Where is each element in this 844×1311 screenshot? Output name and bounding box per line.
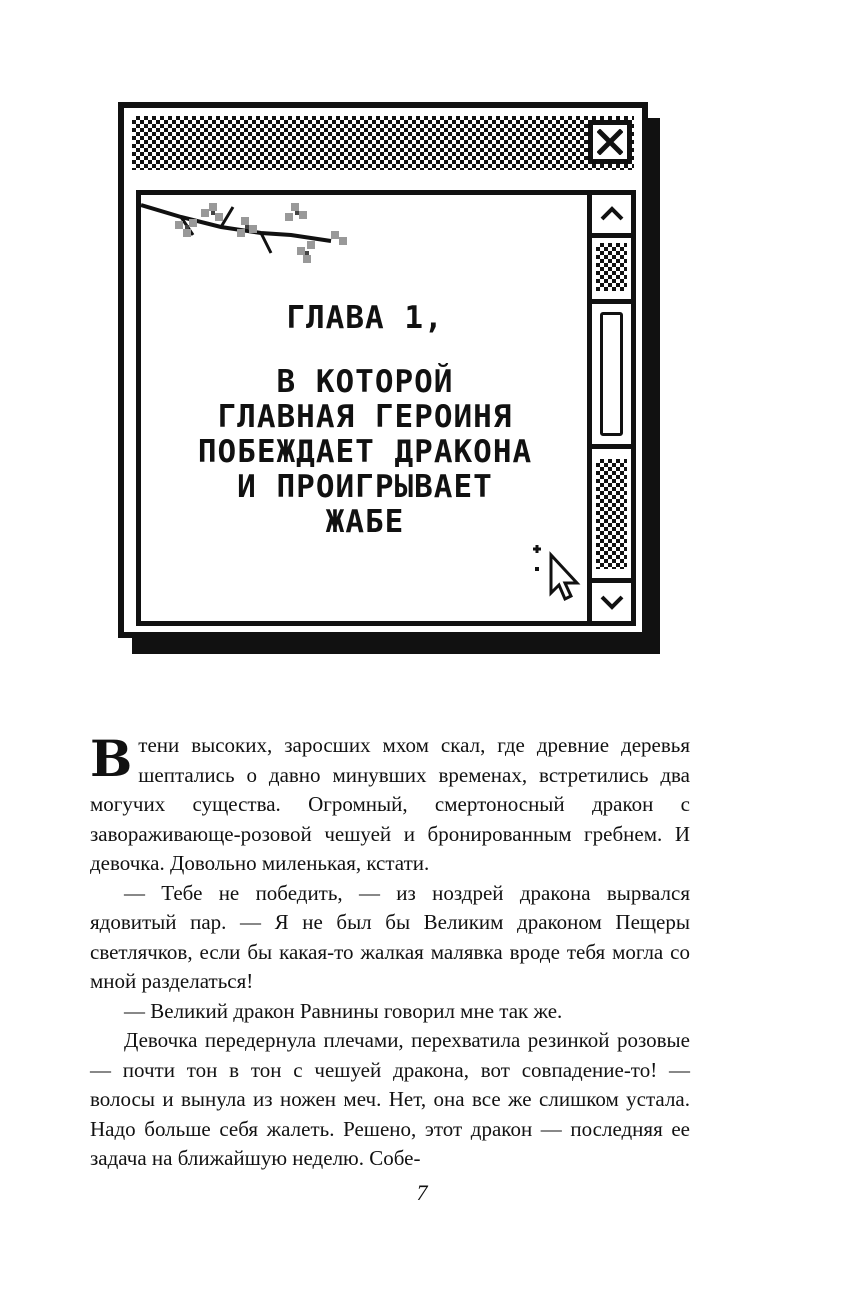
chapter-title-line: ПОБЕЖДАЕТ ДРАКОНА bbox=[197, 434, 533, 470]
chapter-card bbox=[141, 195, 589, 621]
close-button[interactable] bbox=[588, 120, 632, 164]
mouse-pointer-icon bbox=[525, 543, 583, 605]
chapter-title-line: ЖАБЕ bbox=[325, 504, 405, 540]
scrollbar[interactable] bbox=[587, 195, 631, 621]
page-number: 7 bbox=[416, 1180, 428, 1205]
scroll-down-button[interactable] bbox=[592, 578, 631, 621]
blossom-branch-icon bbox=[141, 195, 351, 275]
chevron-up-icon bbox=[600, 206, 624, 222]
close-x-icon bbox=[597, 129, 623, 155]
chapter-number: ГЛАВА 1, bbox=[286, 300, 444, 336]
title-bar[interactable] bbox=[132, 116, 634, 170]
chapter-title-line: И ПРОИГРЫВАЕТ bbox=[237, 469, 493, 505]
drop-cap: В bbox=[90, 729, 133, 788]
paragraph: Девочка передернула плечами, перехватила резинкой розовые — почти тон в тон с чешуей дракона, вот совпадение-то! — волосы и вынула из ножен меч. Нет, она все же слишком устала. Надо больше себя жалеть. Решено, этот дракон — последняя ее задача на ближайшую неделю. Собе- bbox=[90, 1028, 690, 1170]
content-pane bbox=[136, 190, 636, 626]
paragraph-text: тени высоких, заросших мхом скал, где древние деревья шептались о давно минувших временах, встретились два могучих существа. Огромный, смертоносный дракон с завораживающе-розовой чешуей и бронированным гребнем. И девочка. Довольно миленькая, кстати. bbox=[90, 733, 690, 875]
scroll-up-button[interactable] bbox=[592, 195, 631, 238]
scroll-thumb[interactable] bbox=[592, 299, 631, 449]
body-text bbox=[90, 731, 690, 1174]
pixel-window bbox=[118, 102, 648, 638]
scroll-track[interactable] bbox=[596, 459, 627, 569]
chapter-title-line: В КОТОРОЙ bbox=[276, 364, 454, 400]
chevron-down-icon bbox=[600, 594, 624, 610]
chapter-title-line: ГЛАВНАЯ ГЕРОИНЯ bbox=[217, 399, 513, 435]
paragraph bbox=[90, 731, 690, 879]
scroll-track[interactable] bbox=[596, 243, 627, 291]
chapter-title bbox=[141, 365, 589, 540]
paragraph: — Великий дракон Равнины говорил мне так же. bbox=[124, 998, 563, 1023]
paragraph: — Тебе не победить, — из ноздрей дракона вырвался ядовитый пар. — Я не был бы Великим драконом Пещеры светлячков, если бы какая-то жалкая малявка вроде тебя могла со мной разделаться! bbox=[90, 880, 690, 993]
